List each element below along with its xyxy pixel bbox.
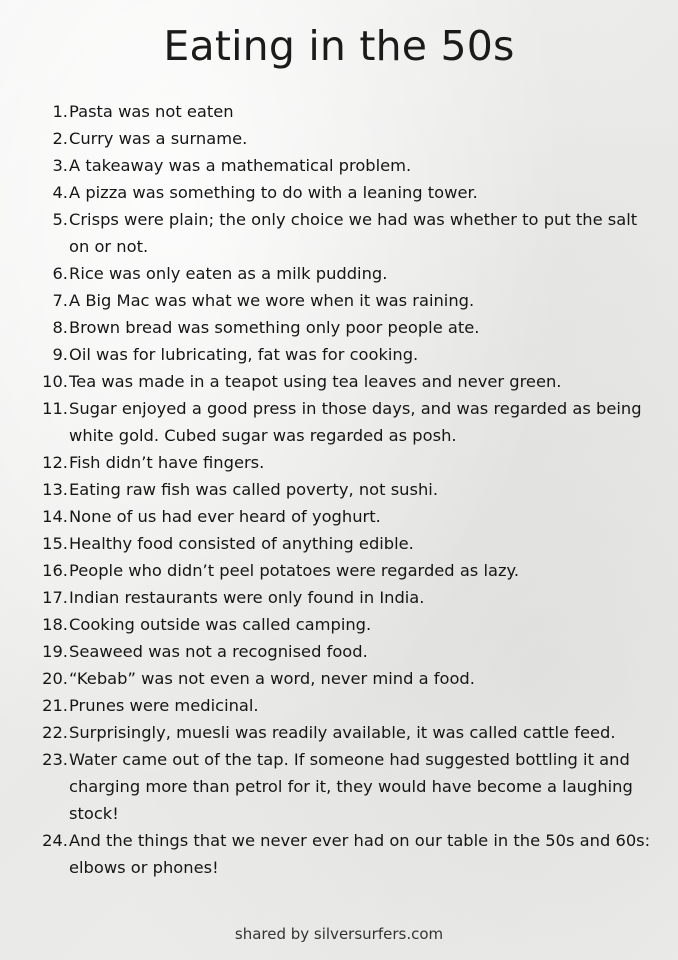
list-item [32, 287, 652, 314]
list-item-number: 2. [52, 129, 68, 148]
list-item [32, 368, 652, 395]
list-item [32, 584, 652, 611]
list-item-text: Healthy food consisted of anything edible. [69, 534, 414, 553]
list-item-number: 1. [52, 102, 68, 121]
list-item-text: Seaweed was not a recognised food. [69, 642, 368, 661]
list-item-text: Brown bread was something only poor people ate. [69, 318, 480, 337]
list-item-number: 11. [42, 399, 68, 418]
list-item-number: 10. [42, 372, 68, 391]
list-item [32, 665, 652, 692]
list-item-text: Sugar enjoyed a good press in those days, and was regarded as being white gold. Cubed sugar was regarded as posh. [69, 399, 642, 445]
list-item [32, 341, 652, 368]
list-item [32, 179, 652, 206]
list-item-number: 12. [42, 453, 68, 472]
list-item-number: 8. [52, 318, 68, 337]
list-item-text: None of us had ever heard of yoghurt. [69, 507, 381, 526]
list-item [32, 125, 652, 152]
list-item [32, 314, 652, 341]
list-item [32, 503, 652, 530]
list-item-text: “Kebab” was not even a word, never mind a food. [69, 669, 475, 688]
list-item-text: A Big Mac was what we wore when it was raining. [69, 291, 475, 310]
list-item-text: Eating raw fish was called poverty, not sushi. [69, 480, 438, 499]
list-item-text: A takeaway was a mathematical problem. [69, 156, 412, 175]
list-item-text: Rice was only eaten as a milk pudding. [69, 264, 388, 283]
list-item-text: Crisps were plain; the only choice we had was whether to put the salt on or not. [69, 210, 638, 256]
list-item [32, 98, 652, 125]
list-item [32, 395, 652, 449]
list-item-number: 6. [52, 264, 68, 283]
list-item-number: 16. [42, 561, 68, 580]
list-item-number: 13. [42, 480, 68, 499]
list-item-number: 5. [52, 210, 68, 229]
list-item [32, 692, 652, 719]
list-item [32, 611, 652, 638]
list-item [32, 827, 652, 881]
numbered-list [32, 98, 652, 881]
list-item [32, 719, 652, 746]
list-item-number: 20. [42, 669, 68, 688]
list-item-number: 17. [42, 588, 68, 607]
list-item-text: Cooking outside was called camping. [69, 615, 372, 634]
list-item-number: 22. [42, 723, 68, 742]
list-item-number: 14. [42, 507, 68, 526]
list-item [32, 638, 652, 665]
list-item [32, 746, 652, 827]
page-title: Eating in the 50s [163, 22, 515, 70]
list-item-number: 3. [52, 156, 68, 175]
list-item [32, 530, 652, 557]
footer-credit: shared by silversurfers.com [234, 925, 444, 943]
list-item-number: 19. [42, 642, 68, 661]
list-item-number: 21. [42, 696, 68, 715]
list-item [32, 152, 652, 179]
list-item-text: And the things that we never ever had on our table in the 50s and 60s: elbows or phones! [69, 831, 651, 877]
list-item [32, 260, 652, 287]
list-item-number: 18. [42, 615, 68, 634]
list-item-text: Indian restaurants were only found in India. [69, 588, 425, 607]
list-item-number: 23. [42, 750, 68, 769]
list-item [32, 557, 652, 584]
list-item-number: 4. [52, 183, 68, 202]
list-item-text: Curry was a surname. [69, 129, 248, 148]
list-item-text: Surprisingly, muesli was readily available, it was called cattle feed. [69, 723, 616, 742]
list-item-number: 24. [42, 831, 68, 850]
list-item-text: Prunes were medicinal. [69, 696, 259, 715]
list-item-text: Oil was for lubricating, fat was for cooking. [69, 345, 419, 364]
list-item-text: Tea was made in a teapot using tea leaves and never green. [69, 372, 562, 391]
list-item-number: 7. [52, 291, 68, 310]
list-item-text: Pasta was not eaten [69, 102, 234, 121]
list-item-text: Water came out of the tap. If someone had suggested bottling it and charging more than petrol for it, they would have become a laughing stock! [69, 750, 633, 823]
list-item-text: People who didn’t peel potatoes were regarded as lazy. [69, 561, 519, 580]
list-item-text: A pizza was something to do with a leaning tower. [69, 183, 478, 202]
list-item-text: Fish didn’t have fingers. [69, 453, 265, 472]
list-item [32, 449, 652, 476]
list-item [32, 206, 652, 260]
list-item-number: 9. [52, 345, 68, 364]
list-item [32, 476, 652, 503]
list-item-number: 15. [42, 534, 68, 553]
